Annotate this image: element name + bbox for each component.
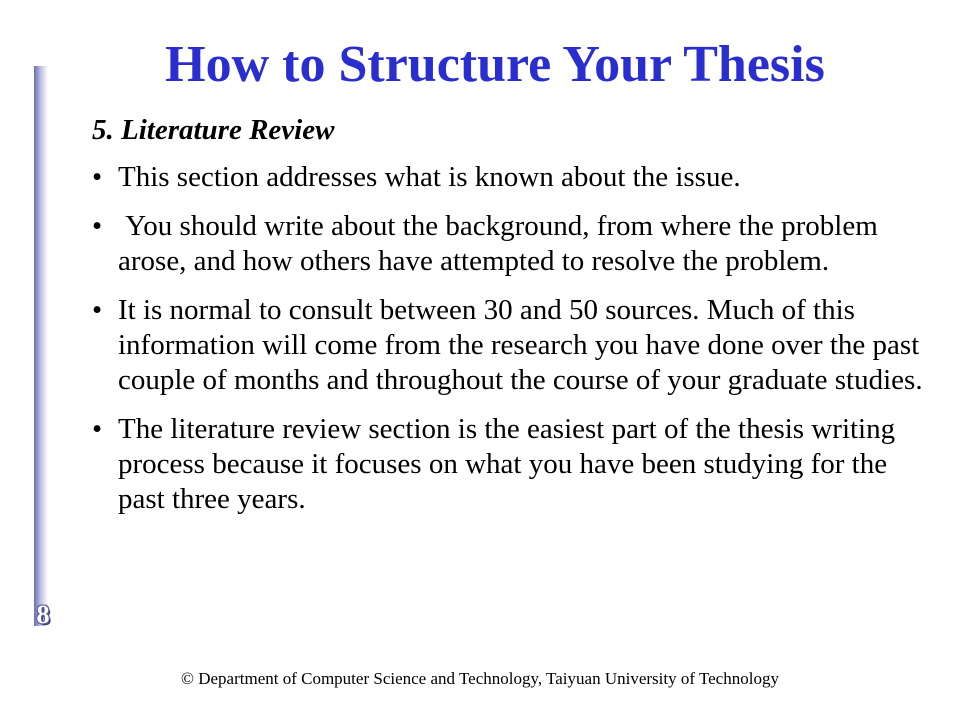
footer-copyright: © Department of Computer Science and Technology, Taiyuan University of Technology bbox=[181, 669, 779, 688]
bullet-text: This section addresses what is known about the issue. bbox=[118, 161, 741, 193]
bullet-list bbox=[92, 160, 932, 531]
left-accent-bar bbox=[34, 66, 48, 626]
bullet-text: It is normal to consult between 30 and 50 sources. Much of this information will come from the research you have done over the past couple of months and throughout the course of your graduate studies. bbox=[118, 294, 923, 396]
bullet-item bbox=[92, 293, 932, 398]
slide-title: How to Structure Your Thesis bbox=[165, 36, 825, 93]
bullet-text: You should write about the background, from where the problem arose, and how others have attempted to resolve the problem. bbox=[118, 210, 886, 277]
bullet-dot-icon: • bbox=[92, 161, 103, 193]
bullet-item bbox=[92, 412, 932, 517]
bullet-dot-icon: • bbox=[92, 210, 103, 242]
page-number: 8 bbox=[36, 600, 50, 629]
bullet-item bbox=[92, 209, 932, 279]
bullet-text: The literature review section is the easiest part of the thesis writing process because it focuses on what you have been studying for the past three years. bbox=[118, 413, 896, 515]
bullet-dot-icon: • bbox=[92, 413, 103, 445]
bullet-dot-icon: • bbox=[92, 294, 103, 326]
section-heading: 5. Literature Review bbox=[92, 114, 335, 146]
bullet-item bbox=[92, 160, 932, 195]
